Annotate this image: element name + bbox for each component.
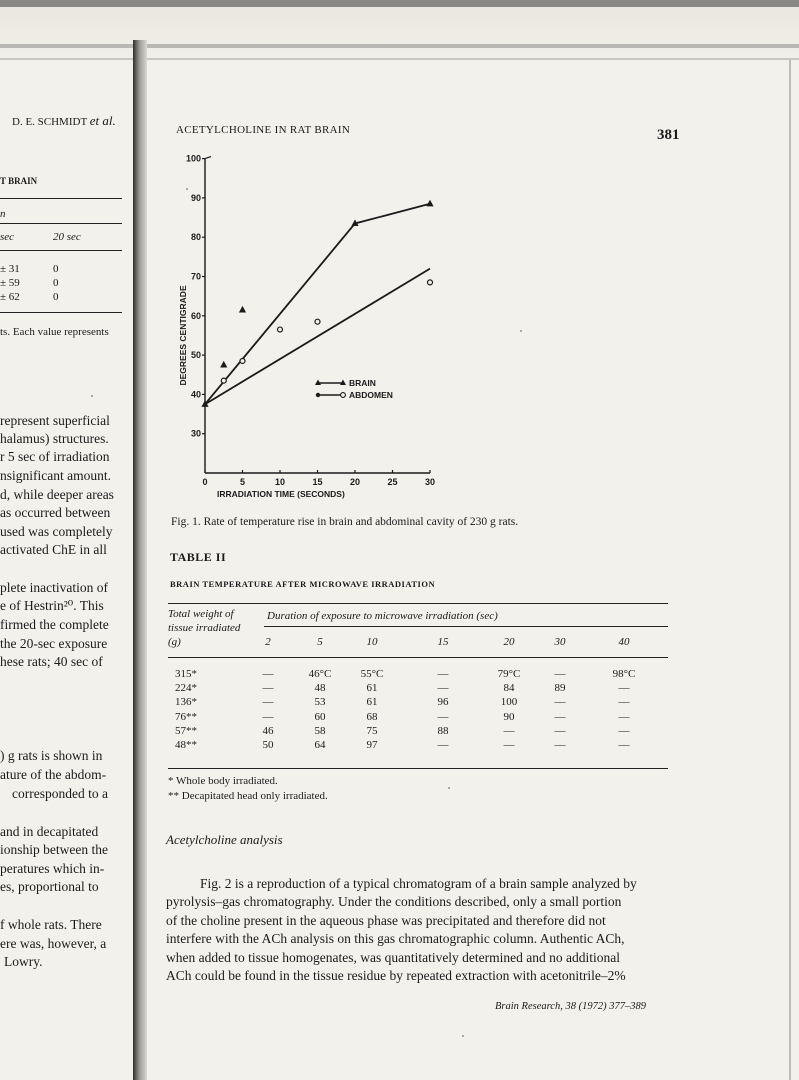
x-tick-label: 20 [349,477,361,487]
table-cell: 61 [366,696,378,709]
left-page-fragment [0,0,133,1080]
data-point-abdomen [221,378,226,383]
page-number: 381 [657,127,680,143]
table-cell: — [503,739,515,751]
y-tick-label: 90 [190,192,201,203]
table-title: BRAIN TEMPERATURE AFTER MICROWAVE IRRADIATION [170,579,436,589]
table-column-header: 30 [554,636,566,648]
table-cell: — [554,724,566,737]
chart-axes [178,154,435,499]
table-cell: 46 [262,724,274,737]
left-text-line: corresponded to a [12,786,108,801]
legend-label-brain: BRAIN [349,378,376,388]
table-cell: 98°C [612,668,636,680]
table-cell: 50 [262,739,274,751]
table-footnote-decapitated: ** Decapitated head only irradiated. [168,790,328,802]
y-tick-label: 70 [190,271,201,282]
table-cell: — [618,682,630,695]
data-point-abdomen [315,319,320,324]
left-text-line: peratures which in- [0,861,105,876]
legend-label-abdomen: ABDOMEN [349,390,393,400]
section-heading: Acetylcholine analysis [166,832,283,847]
y-tick-label: 100 [185,153,201,164]
table-cell: — [554,710,566,723]
x-tick-label: 25 [387,477,398,487]
left-table-cell: ± 62 [0,291,20,303]
scan-speck [520,330,522,332]
table-cell: 84 [503,682,515,695]
left-text-line: ere was, however, a [0,936,107,951]
table-cell: — [437,739,449,751]
table-row-weight: 224* [175,682,197,695]
left-running-head-author: D. E. SCHMIDT [12,116,87,128]
left-table-cell: 0 [53,263,59,275]
left-table-rule-top [0,198,122,199]
table-cell: 89 [554,682,566,695]
y-tick-label: 40 [190,389,201,400]
left-text-line: e of Hestrin²⁰. This [0,598,104,613]
scan-speck [186,188,188,190]
table-cell: — [437,710,449,723]
table-cell: 55°C [360,668,384,680]
left-text-line: as occurred between [0,505,111,520]
legend-marker-end [341,393,346,398]
chart-data-points [201,200,433,407]
left-text-line: d, while deeper areas [0,487,114,502]
table-footnote-whole-body: * Whole body irradiated. [168,775,278,787]
table-row-weight: 57** [175,724,197,737]
table-cell: 53 [314,696,326,709]
table-cell: 68 [366,710,378,723]
chart-legend [315,378,393,400]
body-text-line: ACh could be found in the tissue residue by repeated extraction with acetonitrile–2% [166,968,626,983]
left-text-line: ionship between the [0,842,108,857]
left-text-line: and in decapitated [0,824,99,839]
table-cell: — [262,668,274,680]
left-text-line: represent superficial [0,413,110,428]
table-column-header: 5 [317,636,323,648]
table-column-header: 2 [265,636,271,648]
y-tick-label: 50 [190,350,201,361]
table-cell: 75 [366,724,378,737]
table-column-header: 40 [618,636,630,648]
left-table-footnote: ts. Each value represents [0,326,109,338]
table-cell: 46°C [308,668,332,680]
body-text-line: interfere with the ACh analysis on this gas chromatographic column. Authentic ACh, [166,931,625,946]
table-cell: 48 [314,682,326,695]
table-row-weight: 315* [175,668,197,680]
y-tick-label: 30 [190,428,201,439]
table-cell: — [618,696,630,709]
data-point-brain [426,200,433,207]
left-table-header-20sec: 20 sec [53,231,81,243]
y-tick-label: 80 [190,232,201,243]
table-column-header: 15 [437,636,449,648]
scan-speck [462,1035,464,1037]
table-cell: — [262,682,274,695]
left-text-line: halamus) structures. [0,431,109,446]
table-cell: — [554,696,566,709]
y-axis-cap [205,157,211,159]
x-axis-label: IRRADIATION TIME (SECONDS) [217,489,345,499]
x-tick-label: 0 [202,477,208,487]
left-table-cell: 0 [53,291,59,303]
table-cell: — [618,724,630,737]
table-stub-header-line1: Total weight of [168,608,234,620]
figure-caption: Fig. 1. Rate of temperature rise in brain and abdominal cavity of 230 g rats. [171,516,519,528]
x-tick-label: 10 [274,477,286,487]
table-cell: 88 [437,724,449,737]
x-tick-label: 5 [239,477,246,487]
left-table-cell: 0 [53,277,59,289]
table-cell: — [437,682,449,695]
left-table-row1: n [0,208,6,220]
x-tick-label: 30 [424,477,436,487]
left-running-head-etal: et al. [89,113,116,128]
table-column-header: 20 [503,636,515,648]
table-cell: — [262,696,274,709]
book-gutter [133,40,147,1080]
table-cell: 97 [366,739,378,751]
table-span-rule [264,626,668,627]
left-table-header-sec: sec [0,231,15,243]
data-point-brain [220,361,227,368]
table-cell: 79°C [497,668,521,680]
data-point-abdomen [240,358,245,363]
left-text-line: hese rats; 40 sec of [0,654,103,669]
body-text-line: Fig. 2 is a reproduction of a typical chromatogram of a brain sample analyzed by [200,876,637,891]
left-text-line: nsignificant amount. [0,468,111,483]
left-text-line: ) g rats is shown in [0,748,103,763]
x-tick-label: 15 [312,477,323,487]
y-axis-label: DEGREES CENTIGRADE [178,285,188,386]
body-text-line: when added to tissue homogenates, was quantitatively determined and no additional [166,950,621,965]
table-cell: 64 [314,739,326,751]
scan-speck [91,395,93,397]
table-label: TABLE II [170,550,227,564]
legend-marker-start [316,393,320,397]
left-table-cell: ± 59 [0,277,20,289]
left-text-line: Lowry. [4,954,43,969]
left-table-rule-3 [0,250,122,251]
data-point-abdomen [428,280,433,285]
series-line-brain [205,204,430,404]
table-cell: 60 [314,710,326,723]
left-text-line: ature of the abdom- [0,767,107,782]
left-text-line: r 5 sec of irradiation [0,449,110,464]
y-tick-label: 60 [190,310,201,321]
left-text-line: plete inactivation of [0,580,108,595]
table-cell: 90 [503,710,515,723]
table-cell: 61 [366,682,378,695]
table-row-weight: 76** [175,710,197,723]
left-table-title: T BRAIN [0,176,38,186]
table-cell: — [437,668,449,680]
table-cell: 96 [437,696,449,709]
table-column-header: 10 [366,636,378,648]
left-text-line: firmed the complete [0,617,109,632]
table-row-weight: 136* [175,696,197,709]
body-text-line: of the choline present in the aqueous phase was precipitated and therefore did not [166,913,606,928]
scan-speck [448,787,450,789]
left-table-cell: ± 31 [0,263,20,275]
left-text-line: f whole rats. There [0,917,102,932]
page-right-edge [789,60,791,1080]
temperature-line-chart [170,150,470,505]
data-point-brain [239,306,246,313]
running-title: ACETYLCHOLINE IN RAT BRAIN [176,124,351,136]
table-cell: — [618,739,630,751]
table-stub-header-line3: (g) [168,636,181,648]
data-point-abdomen [278,327,283,332]
table-cell: 58 [314,724,326,737]
left-text-line: used was completely [0,524,113,539]
table-cell: — [554,739,566,751]
table-cell: — [618,710,630,723]
left-text-line: es, proportional to [0,879,99,894]
table-rule-header-bottom [168,657,668,658]
left-table-rule-bottom [0,312,122,313]
table-cell: — [503,724,515,737]
left-running-head [12,113,116,129]
table-cell: — [262,710,274,723]
table-cell: 100 [500,696,518,709]
chart-series-lines [205,204,430,404]
table-span-header: Duration of exposure to microwave irradiation (sec) [267,610,498,622]
table-rule-top [168,603,668,604]
left-text-line: the 20-sec exposure [0,636,108,651]
table-row-weight: 48** [175,739,197,751]
table-stub-header-line2: tissue irradiated [168,622,241,634]
body-text-line: pyrolysis–gas chromatography. Under the conditions described, only a small portion [166,894,622,909]
journal-citation: Brain Research, 38 (1972) 377–389 [495,1001,646,1012]
left-text-line: activated ChE in all [0,542,107,557]
table-rule-bottom [168,768,668,769]
left-table-rule-2 [0,223,122,224]
table-cell: — [554,668,566,680]
